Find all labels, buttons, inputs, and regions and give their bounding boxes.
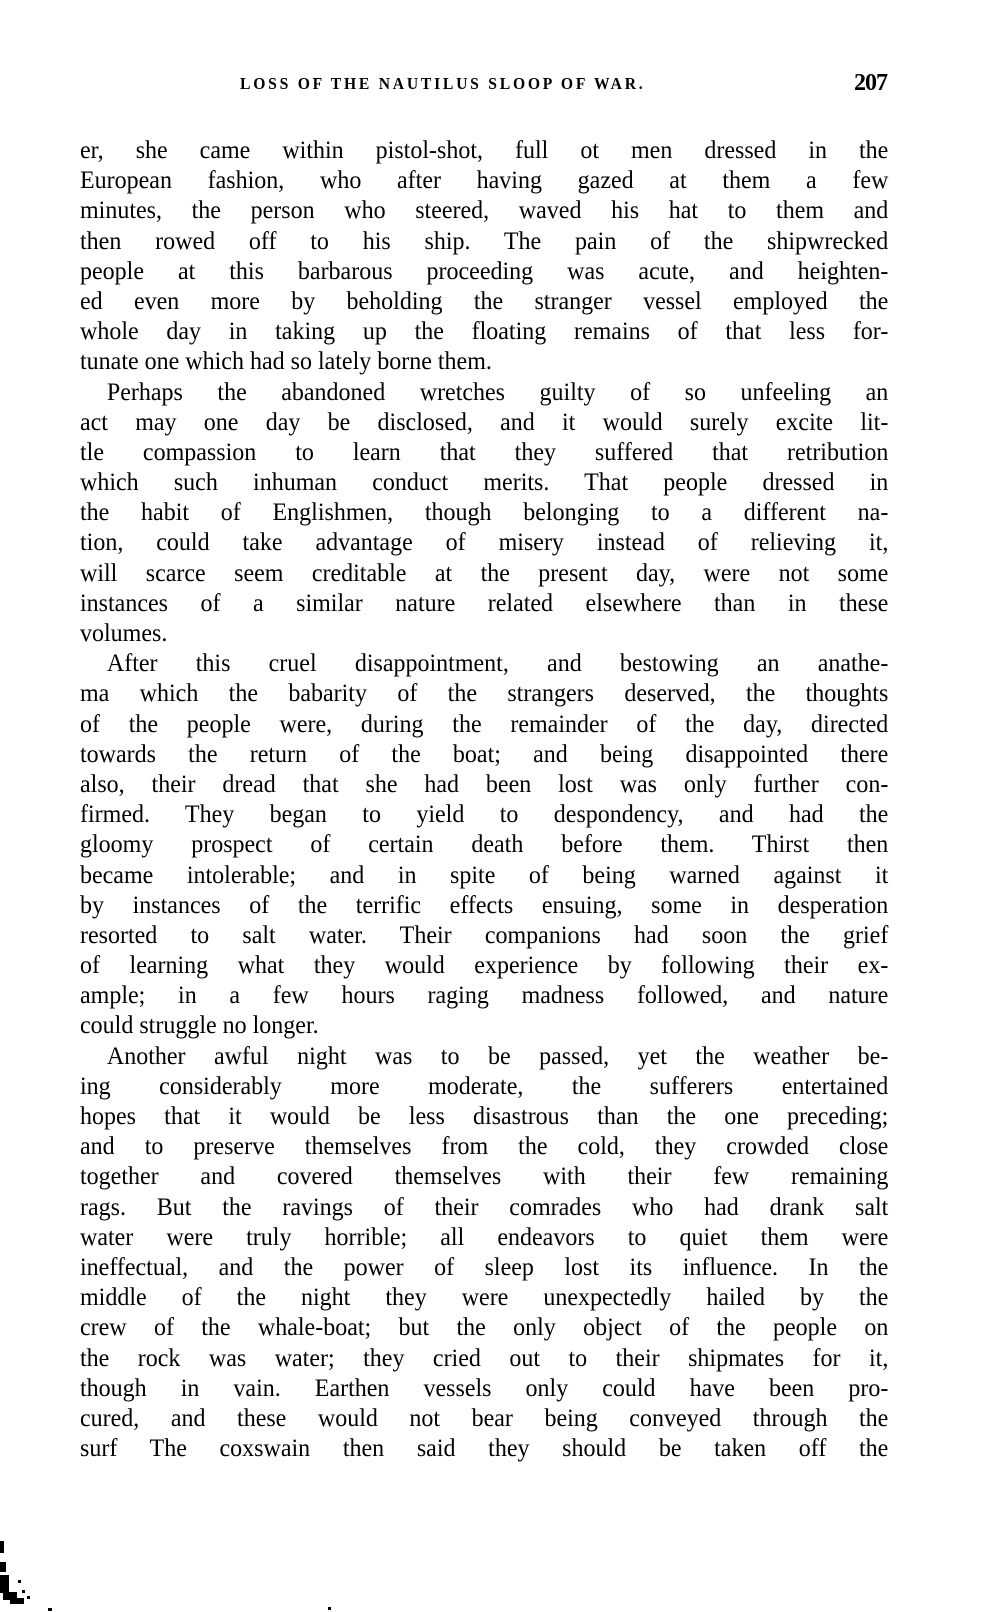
text-line: water were truly horrible; all endeavors to quiet them were [80, 1223, 889, 1251]
body-text [80, 136, 888, 1464]
text-line: cured, and these would not bear being conveyed through the [80, 1404, 889, 1432]
text-line: resorted to salt water. Their companions had soon the grief [80, 921, 889, 949]
text-line: then rowed off to his ship. The pain of the shipwrecked [80, 227, 889, 255]
paragraph-1 [80, 136, 888, 378]
text-line: tunate one which had so lately borne them. [80, 348, 492, 376]
text-line: surf The coxswain then said they should be taken off the [80, 1435, 889, 1463]
text-line: the habit of Englishmen, though belonging to a different na- [80, 499, 889, 527]
text-line: together and covered themselves with their few remaining [80, 1163, 889, 1191]
running-head-title: LOSS OF THE NAUTILUS SLOOP OF WAR. [240, 74, 646, 93]
text-line: which such inhuman conduct merits. That people dressed in [80, 469, 889, 497]
text-line: the rock was water; they cried out to their shipmates for it, [80, 1344, 889, 1372]
text-line: people at this barbarous proceeding was acute, and heighten- [80, 257, 889, 285]
text-line: ample; in a few hours raging madness followed, and nature [80, 982, 889, 1010]
text-line: act may one day be disclosed, and it would surely excite lit- [80, 408, 889, 436]
text-line: ma which the babarity of the strangers deserved, the thoughts [80, 680, 889, 708]
page-number: 207 [854, 70, 887, 96]
text-line: and to preserve themselves from the cold, they crowded close [80, 1133, 889, 1161]
text-line: of the people were, during the remainder of the day, directed [80, 710, 889, 738]
text-line: ineffectual, and the power of sleep lost its influence. In the [80, 1253, 889, 1281]
paragraph-3 [80, 649, 888, 1041]
text-line: became intolerable; and in spite of being warned against it [80, 861, 889, 889]
text-line: firmed. They began to yield to despondency, and had the [80, 801, 889, 829]
text-line: Perhaps the abandoned wretches guilty of so unfeeling an [106, 378, 889, 406]
text-line: crew of the whale-boat; but the only object of the people on [80, 1314, 889, 1342]
text-line: towards the return of the boat; and being disappointed there [80, 740, 889, 768]
text-line: whole day in taking up the floating remains of that less for- [80, 318, 889, 346]
text-line: could struggle no longer. [80, 1012, 319, 1040]
text-line: middle of the night they were unexpectedly hailed by the [80, 1284, 889, 1312]
text-line: tion, could take advantage of misery instead of relieving it, [80, 529, 889, 557]
text-line: though in vain. Earthen vessels only could have been pro- [80, 1374, 889, 1402]
text-line: by instances of the terrific effects ensuing, some in desperation [80, 891, 889, 919]
text-line: will scarce seem creditable at the present day, were not some [80, 559, 889, 587]
text-line: Another awful night was to be passed, yet the weather be- [106, 1042, 889, 1070]
text-line: er, she came within pistol-shot, full ot men dressed in the [80, 137, 889, 164]
text-line: hopes that it would be less disastrous than the one preceding; [80, 1103, 889, 1130]
text-line: also, their dread that she had been lost was only further con- [80, 770, 889, 798]
paragraph-4 [80, 1042, 888, 1465]
text-line: rags. But the ravings of their comrades who had drank salt [80, 1193, 889, 1221]
text-line: of learning what they would experience by following their ex- [80, 952, 889, 980]
text-line: After this cruel disappointment, and bestowing an anathe- [106, 650, 889, 678]
text-line: ed even more by beholding the stranger vessel employed the [80, 287, 889, 315]
text-line: volumes. [80, 620, 168, 647]
text-line: ing considerably more moderate, the sufferers entertained [80, 1072, 889, 1100]
text-line: minutes, the person who steered, waved his hat to them and [80, 197, 889, 225]
text-line: gloomy prospect of certain death before them. Thirst then [80, 831, 889, 859]
text-line: European fashion, who after having gazed at them a few [80, 167, 889, 195]
paragraph-2 [80, 378, 888, 650]
text-line: instances of a similar nature related elsewhere than in these [80, 589, 889, 617]
text-line: tle compassion to learn that they suffered that retribution [80, 438, 889, 466]
